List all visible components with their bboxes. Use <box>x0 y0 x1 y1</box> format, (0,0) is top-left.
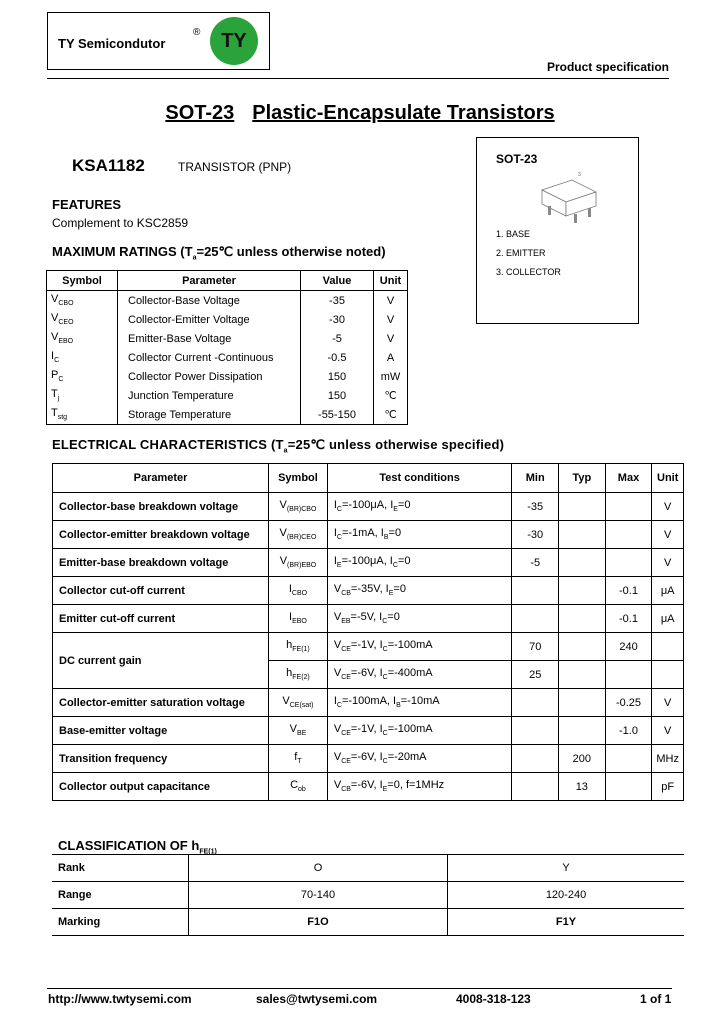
value-cell: 150 <box>301 386 374 405</box>
unit-cell: V <box>652 549 684 577</box>
parameter-cell: Collector-emitter saturation voltage <box>53 689 269 717</box>
part-number: KSA1182 <box>72 156 145 175</box>
parameter-cell: Collector-emitter breakdown voltage <box>53 521 269 549</box>
typ-cell <box>559 493 606 521</box>
table-row <box>47 310 408 329</box>
symbol-subscript: stg <box>57 414 68 422</box>
parameter-cell: Collector Current -Continuous <box>118 348 301 367</box>
parameter-cell: Collector cut-off current <box>53 577 269 605</box>
column-header: Symbol <box>47 271 118 291</box>
parameter-cell: Base-emitter voltage <box>53 717 269 745</box>
symbol-cell <box>269 689 328 717</box>
symbol-subscript: CBO <box>58 300 74 308</box>
unit-cell: V <box>652 521 684 549</box>
symbol-subscript: FE(1) <box>292 646 310 654</box>
symbol-cell <box>269 549 328 577</box>
symbol: V <box>51 312 59 325</box>
test-conditions-cell: $V_{CE}=-6V$, $I_C=-20mA$ <box>327 745 512 773</box>
column-header: Unit <box>374 271 408 291</box>
symbol-subscript: CE(sat) <box>289 702 314 710</box>
max-cell: -0.1 <box>605 577 652 605</box>
min-cell <box>512 745 559 773</box>
symbol-cell <box>269 661 328 689</box>
symbol: T <box>51 407 58 420</box>
unit-cell: V <box>652 689 684 717</box>
max-cell <box>605 549 652 577</box>
symbol-subscript: j <box>57 395 60 403</box>
test-conditions-cell: $I_C=-1mA$, $I_B=0$ <box>327 521 512 549</box>
header-divider <box>47 78 669 79</box>
unit-cell: V <box>374 310 408 329</box>
rank-y-cell: 120-240 <box>448 882 685 909</box>
max-cell: -1.0 <box>605 717 652 745</box>
symbol: h <box>286 639 293 652</box>
electrical-characteristics-table <box>52 463 684 801</box>
rank-o-cell: F1O <box>189 909 448 936</box>
symbol-cell <box>269 717 328 745</box>
unit-cell <box>652 633 684 661</box>
symbol-subscript: (BR)EBO <box>287 562 317 570</box>
symbol: V <box>282 695 290 708</box>
table-row <box>53 717 684 745</box>
typ-cell <box>559 521 606 549</box>
symbol-subscript: FE(2) <box>292 674 310 682</box>
parameter-cell: Collector-Base Voltage <box>118 291 301 311</box>
rank-y-cell: Y <box>448 855 685 882</box>
classification-heading: CLASSIFICATION OF $h_{FE(1)}$ <box>58 838 217 856</box>
table-row <box>53 549 684 577</box>
company-logo-icon: TY <box>210 17 258 65</box>
symbol: V <box>279 527 287 540</box>
company-name: TY Semicondutor <box>58 36 166 51</box>
symbol-subscript: CEO <box>58 319 74 327</box>
symbol: I <box>289 611 293 624</box>
min-cell <box>512 717 559 745</box>
registered-mark: ® <box>193 27 201 38</box>
row-label-cell: Range <box>52 882 189 909</box>
typ-cell: 13 <box>559 773 606 801</box>
min-cell: 25 <box>512 661 559 689</box>
parameter-cell: Emitter-base breakdown voltage <box>53 549 269 577</box>
unit-cell: pF <box>652 773 684 801</box>
table-row <box>53 633 684 661</box>
parameter-cell: Junction Temperature <box>118 386 301 405</box>
symbol-cell <box>47 310 118 329</box>
footer-phone: 4008-318-123 <box>456 992 531 1006</box>
table-row <box>53 605 684 633</box>
table-row <box>52 909 684 936</box>
symbol-cell <box>47 348 118 367</box>
column-header: Symbol <box>269 464 328 493</box>
column-header: Parameter <box>53 464 269 493</box>
table-row <box>53 745 684 773</box>
symbol: I <box>288 583 292 596</box>
table-row <box>53 521 684 549</box>
max-ratings-table <box>46 270 408 425</box>
features-heading: FEATURES <box>52 197 122 212</box>
symbol: P <box>51 369 59 382</box>
symbol-cell <box>47 329 118 348</box>
symbol-cell <box>47 291 118 311</box>
typ-cell <box>559 661 606 689</box>
symbol: V <box>279 555 288 568</box>
row-label-cell: Rank <box>52 855 189 882</box>
column-header: Test conditions <box>327 464 512 493</box>
rank-o-cell: 70-140 <box>189 882 448 909</box>
symbol-cell <box>269 493 328 521</box>
parameter-cell: Transition frequency <box>53 745 269 773</box>
rank-y-cell: F1Y <box>448 909 685 936</box>
unit-cell: A <box>374 348 408 367</box>
typ-cell <box>559 689 606 717</box>
footer-url-link[interactable]: http://www.twtysemi.com <box>48 992 192 1006</box>
min-cell: -5 <box>512 549 559 577</box>
test-conditions-cell: $I_C=-100\mu A$, $I_E=0$ <box>327 493 512 521</box>
max-cell <box>605 661 652 689</box>
max-cell <box>605 745 652 773</box>
max-cell <box>605 773 652 801</box>
symbol: V <box>51 293 59 306</box>
column-header: Parameter <box>118 271 301 291</box>
typ-cell <box>559 717 606 745</box>
value-cell: -5 <box>301 329 374 348</box>
table-row <box>52 882 684 909</box>
value-cell: -30 <box>301 310 374 329</box>
parameter-cell: Emitter cut-off current <box>53 605 269 633</box>
symbol-cell <box>47 367 118 386</box>
test-conditions-cell: $V_{EB}=-5V$, $I_C=0$ <box>327 605 512 633</box>
unit-cell: MHz <box>652 745 684 773</box>
symbol-cell <box>269 745 328 773</box>
document-title: SOT-23 Plastic-Encapsulate Transistors <box>165 102 555 124</box>
test-conditions-cell: $V_{CB}=-6V$, $I_E=0$, f=1MHz <box>327 773 512 801</box>
unit-cell: V <box>652 717 684 745</box>
test-conditions-cell: $I_E=-100\mu A$, $I_C=0$ <box>327 549 512 577</box>
unit-cell: ℃ <box>374 386 408 405</box>
table-row <box>47 367 408 386</box>
max-ratings-heading: MAXIMUM RATINGS ($T_a=25℃$ unless otherwise noted) <box>52 244 386 262</box>
product-spec-label: Product specification <box>546 60 669 74</box>
parameter-cell: Storage Temperature <box>118 405 301 425</box>
table-row <box>47 291 408 311</box>
parameter-cell: DC current gain <box>53 633 269 689</box>
unit-cell: mW <box>374 367 408 386</box>
column-header: Min <box>512 464 559 493</box>
part-description: TRANSISTOR (PNP) <box>178 160 292 174</box>
test-conditions-cell: $V_{CE}=-1V$, $I_C=-100mA$ <box>327 633 512 661</box>
unit-cell: V <box>374 329 408 348</box>
symbol-subscript: (BR)CBO <box>286 506 317 514</box>
symbol-cell <box>269 605 328 633</box>
symbol-subscript: C <box>54 357 60 365</box>
rank-o-cell: O <box>189 855 448 882</box>
footer-page-number: 1 of 1 <box>640 992 672 1006</box>
symbol: T <box>51 388 58 401</box>
typ-cell <box>559 549 606 577</box>
column-header: Unit <box>652 464 684 493</box>
unit-cell: V <box>374 291 408 311</box>
unit-cell: V <box>652 493 684 521</box>
symbol-cell <box>269 633 328 661</box>
symbol: V <box>51 331 59 344</box>
column-header: Max <box>605 464 652 493</box>
svg-text:3: 3 <box>578 172 581 178</box>
min-cell: 70 <box>512 633 559 661</box>
footer-divider <box>47 988 672 989</box>
parameter-cell: Collector output capacitance <box>53 773 269 801</box>
test-conditions-cell: $V_{CE}=-1V$, $I_C=-100mA$ <box>327 717 512 745</box>
min-cell: -35 <box>512 493 559 521</box>
value-cell: -35 <box>301 291 374 311</box>
unit-cell: μA <box>652 605 684 633</box>
column-header: Typ <box>559 464 606 493</box>
min-cell: -30 <box>512 521 559 549</box>
table-row <box>53 577 684 605</box>
table-row <box>47 329 408 348</box>
table-row <box>47 386 408 405</box>
pin-collector-label: 3. COLLECTOR <box>496 267 561 277</box>
sot23-package-icon <box>538 168 600 244</box>
typ-cell: 200 <box>559 745 606 773</box>
typ-cell <box>559 577 606 605</box>
min-cell <box>512 605 559 633</box>
unit-cell: ℃ <box>374 405 408 425</box>
features-item: Complement to KSC2859 <box>52 216 189 230</box>
symbol: I <box>51 350 55 363</box>
max-cell: -0.25 <box>605 689 652 717</box>
footer-email-link[interactable]: sales@twtysemi.com <box>256 992 378 1006</box>
typ-cell <box>559 605 606 633</box>
symbol: C <box>290 779 299 792</box>
package-title: SOT-23 <box>496 152 538 166</box>
min-cell <box>512 689 559 717</box>
symbol: h <box>286 667 293 680</box>
max-cell <box>605 521 652 549</box>
unit-cell: μA <box>652 577 684 605</box>
symbol-subscript: BE <box>296 730 307 738</box>
symbol: V <box>279 499 287 512</box>
table-row <box>47 348 408 367</box>
column-header: Value <box>301 271 374 291</box>
max-cell: -0.1 <box>605 605 652 633</box>
test-conditions-cell: $I_C=-100mA$, $I_B=-10mA$ <box>327 689 512 717</box>
parameter-cell: Emitter-Base Voltage <box>118 329 301 348</box>
unit-cell <box>652 661 684 689</box>
test-conditions-cell: $V_{CE}=-6V$, $I_C=-400mA$ <box>327 661 512 689</box>
pin-emitter-label: 2. EMITTER <box>496 248 546 258</box>
table-row <box>52 855 684 882</box>
symbol-subscript: EBO <box>58 338 74 346</box>
typ-cell <box>559 633 606 661</box>
table-row <box>47 405 408 425</box>
symbol-cell <box>269 521 328 549</box>
symbol-cell <box>47 405 118 425</box>
max-cell: 240 <box>605 633 652 661</box>
min-cell <box>512 577 559 605</box>
value-cell: -0.5 <box>301 348 374 367</box>
parameter-cell: Collector-Emitter Voltage <box>118 310 301 329</box>
symbol: V <box>289 723 297 736</box>
symbol-subscript: EBO <box>292 618 307 626</box>
symbol-subscript: C <box>58 376 64 384</box>
row-label-cell: Marking <box>52 909 189 936</box>
symbol-subscript: T <box>297 758 302 766</box>
table-row <box>53 689 684 717</box>
electrical-heading: ELECTRICAL CHARACTERISTICS ($T_a=25℃$ unless otherwise specified) <box>52 437 505 455</box>
table-row <box>53 773 684 801</box>
symbol-cell <box>269 577 328 605</box>
symbol-cell <box>269 773 328 801</box>
classification-table <box>52 854 684 936</box>
parameter-cell: Collector-base breakdown voltage <box>53 493 269 521</box>
symbol-cell <box>47 386 118 405</box>
value-cell: -55-150 <box>301 405 374 425</box>
table-row <box>53 493 684 521</box>
value-cell: 150 <box>301 367 374 386</box>
symbol: f <box>294 751 298 764</box>
symbol-subscript: (BR)CEO <box>286 534 317 542</box>
symbol-subscript: CBO <box>291 590 308 598</box>
pin-base-label: 1. BASE <box>496 229 531 239</box>
symbol-subscript: ob <box>298 786 306 794</box>
parameter-cell: Collector Power Dissipation <box>118 367 301 386</box>
min-cell <box>512 773 559 801</box>
max-cell <box>605 493 652 521</box>
test-conditions-cell: $V_{CB}=-35V$, $I_E=0$ <box>327 577 512 605</box>
